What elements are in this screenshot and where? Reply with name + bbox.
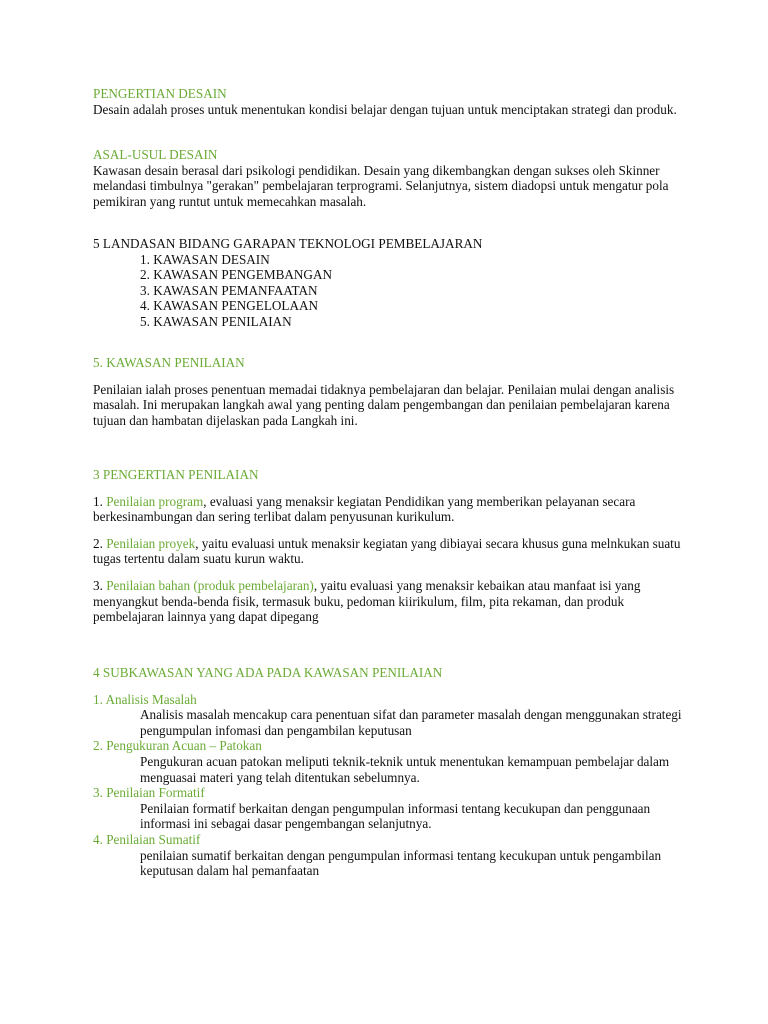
subsection-text: Penilaian formatif berkaitan dengan pengumpulan informasi tentang kecukupan dan penggunaan informasi ini sebagai dasar pengembangan selanjutnya. bbox=[140, 800, 651, 832]
list-item bbox=[93, 578, 693, 625]
section-asal-usul-desain bbox=[93, 147, 693, 209]
item-number: 2. bbox=[93, 535, 107, 551]
item-text: , evaluasi yang menaksir kegiatan Pendidikan yang memberikan pelayanan secara berkesinambungan dan sering terlibat dalam penyusunan kurikulum. bbox=[93, 493, 636, 525]
item-term: Penilaian program bbox=[106, 493, 204, 509]
subsection-title: 4. Penilaian Sumatif bbox=[93, 831, 201, 847]
item-term: Penilaian proyek bbox=[106, 535, 196, 551]
section-pengertian-desain bbox=[93, 86, 693, 117]
section-heading: 5. KAWASAN PENILAIAN bbox=[93, 355, 245, 370]
list-item: 1. KAWASAN DESAIN bbox=[140, 251, 270, 267]
item-number: 1. bbox=[93, 493, 107, 509]
subsection-text: penilaian sumatif berkaitan dengan pengumpulan informasi tentang kecukupan untuk pengambilan keputusan dalam hal pemanfaatan bbox=[140, 847, 662, 879]
list-item: 5. KAWASAN PENILAIAN bbox=[140, 313, 292, 329]
list-item bbox=[93, 536, 693, 567]
section-pengertian-penilaian bbox=[93, 467, 693, 625]
subsection-title: 3. Penilaian Formatif bbox=[93, 785, 205, 801]
subsection-title: 2. Pengukuran Acuan – Patokan bbox=[93, 738, 262, 754]
section-heading: 4 SUBKAWASAN YANG ADA PADA KAWASAN PENILAIAN bbox=[93, 665, 443, 680]
section-subkawasan bbox=[93, 665, 693, 879]
subsection-title: 1. Analisis Masalah bbox=[93, 691, 197, 707]
list-item bbox=[93, 494, 693, 525]
section-landasan bbox=[93, 236, 693, 330]
section-heading: 5 LANDASAN BIDANG GARAPAN TEKNOLOGI PEMBELAJARAN bbox=[93, 236, 483, 251]
subsection-text: Analisis masalah mencakup cara penentuan sifat dan parameter masalah dengan menggunakan strategi pengumpulan infomasi dan pengambilan keputusan bbox=[140, 707, 682, 738]
section-heading: ASAL-USUL DESAIN bbox=[93, 147, 218, 162]
section-heading: 3 PENGERTIAN PENILAIAN bbox=[93, 467, 259, 482]
list-item: 3. KAWASAN PEMANFAATAN bbox=[140, 282, 318, 298]
item-number: 3. bbox=[93, 577, 107, 593]
list-item: 4. KAWASAN PENGELOLAAN bbox=[140, 298, 319, 314]
section-paragraph: Desain adalah proses untuk menentukan kondisi belajar dengan tujuan untuk menciptakan strategi dan produk. bbox=[93, 101, 677, 117]
section-paragraph: Penilaian ialah proses penentuan memadai tidaknya pembelajaran dan belajar. Penilaian mulai dengan analisis masalah. Ini merupakan langkah awal yang penting dalam pengembangan dan penilaian pembelajaran karena tujuan dan hambatan dijelaskan pada Langkah ini. bbox=[93, 381, 675, 428]
subsection-text: Pengukuran acuan patokan meliputi teknik-teknik untuk menentukan kemampuan pembelajar dalam menguasai materi yang telah ditentukan sebelumnya. bbox=[140, 753, 670, 785]
section-heading: PENGERTIAN DESAIN bbox=[93, 86, 227, 101]
section-paragraph: Kawasan desain berasal dari psikologi pendidikan. Desain yang dikembangkan dengan sukses oleh Skinner melandasi timbulnya "gerakan" pembelajaran terprogrami. Selanjutnya, sistem diadopsi untuk mengatur pola pemikiran yang runtut untuk memecahkan masalah. bbox=[93, 162, 669, 209]
item-text: , yaitu evaluasi untuk menaksir kegiatan yang dibiayai secara khusus guna melnkukan suatu tugas tertentu dalam suatu kurun waktu. bbox=[93, 535, 681, 567]
section-kawasan-penilaian bbox=[93, 355, 693, 428]
item-text: , yaitu evaluasi yang menaksir kebaikan atau manfaat isi yang menyangkut benda-benda fisik, termasuk buku, pedoman kiirikulum, film, pita rekaman, dan produk pembelajaran lainnya yang dapat dipegang bbox=[93, 577, 641, 625]
list-item: 2. KAWASAN PENGEMBANGAN bbox=[140, 267, 332, 283]
item-term: Penilaian bahan (produk pembelajaran) bbox=[106, 577, 314, 593]
